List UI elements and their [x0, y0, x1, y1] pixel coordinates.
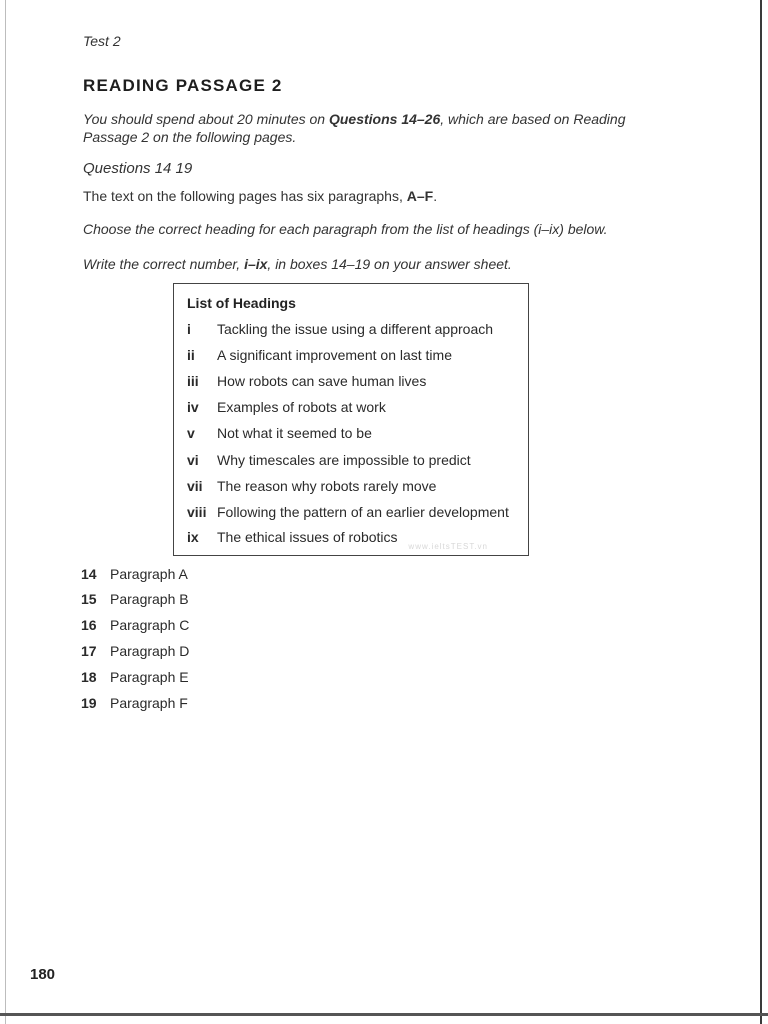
- page-number: 180: [30, 966, 56, 983]
- question-text: Paragraph D: [110, 643, 190, 659]
- question-number: 17: [81, 643, 97, 659]
- heading-number: vii: [187, 478, 203, 494]
- instruction-line3-text: Write the correct number,: [83, 256, 245, 272]
- heading-text: Why timescales are impossible to predict: [217, 452, 471, 468]
- question-number: 18: [81, 669, 97, 685]
- question-text: Paragraph C: [110, 617, 190, 633]
- questions-range-heading: Questions 14 19: [83, 160, 193, 177]
- heading-number: v: [187, 425, 195, 441]
- instruction-line3-bold: i–ix: [244, 256, 268, 272]
- question-text: Paragraph E: [110, 669, 189, 685]
- intro-part2: , which are based on Reading Passage 2 on the following pages.: [83, 111, 626, 145]
- heading-number: i: [187, 321, 191, 337]
- intro-questions-bold: Questions 14–26: [328, 111, 441, 127]
- instruction-choose-heading: Choose the correct heading for each paragraph from the list of headings (i–ix) below.: [83, 221, 608, 237]
- list-of-headings-box: [173, 283, 529, 556]
- page-edge-left: [5, 0, 6, 1024]
- question-text: Paragraph B: [110, 591, 189, 607]
- instruction-line1-end: .: [433, 188, 438, 204]
- heading-text: Following the pattern of an earlier development: [217, 504, 509, 520]
- heading-text: Tackling the issue using a different approach: [217, 321, 494, 337]
- heading-text: How robots can save human lives: [217, 373, 427, 389]
- question-text: Paragraph F: [110, 695, 188, 711]
- instruction-line3-end: , in boxes 14–19 on your answer sheet.: [267, 256, 512, 272]
- heading-text: The reason why robots rarely move: [217, 478, 437, 494]
- question-number: 15: [81, 591, 97, 607]
- running-head: Test 2: [83, 33, 121, 49]
- instruction-line1-text: The text on the following pages has six paragraphs,: [83, 188, 407, 204]
- page-title: READING PASSAGE 2: [83, 76, 283, 95]
- heading-number: vi: [187, 452, 199, 468]
- heading-number: iv: [187, 399, 199, 415]
- heading-text: A significant improvement on last time: [217, 347, 452, 363]
- question-number: 14: [81, 566, 97, 582]
- heading-text: Not what it seemed to be: [217, 425, 372, 441]
- heading-number: viii: [187, 504, 207, 520]
- page-edge-right: [760, 0, 762, 1024]
- intro-text: [83, 110, 643, 146]
- heading-number: ix: [187, 529, 199, 545]
- heading-number: iii: [187, 373, 199, 389]
- question-number: 16: [81, 617, 97, 633]
- headings-box-title: List of Headings: [187, 295, 296, 311]
- question-text: Paragraph A: [110, 566, 188, 582]
- instruction-paragraphs: [83, 188, 437, 204]
- question-number: 19: [81, 695, 97, 711]
- instruction-write-number: [83, 256, 512, 272]
- intro-part1: You should spend about 20 minutes on: [83, 111, 329, 127]
- heading-number: ii: [187, 347, 195, 363]
- instruction-line1-bold: A–F: [406, 188, 434, 204]
- page-edge-bottom: [0, 1013, 768, 1016]
- watermark-text: www.ieltsTEST.vn: [408, 542, 488, 551]
- heading-text: Examples of robots at work: [217, 399, 386, 415]
- heading-text: The ethical issues of robotics: [217, 529, 398, 545]
